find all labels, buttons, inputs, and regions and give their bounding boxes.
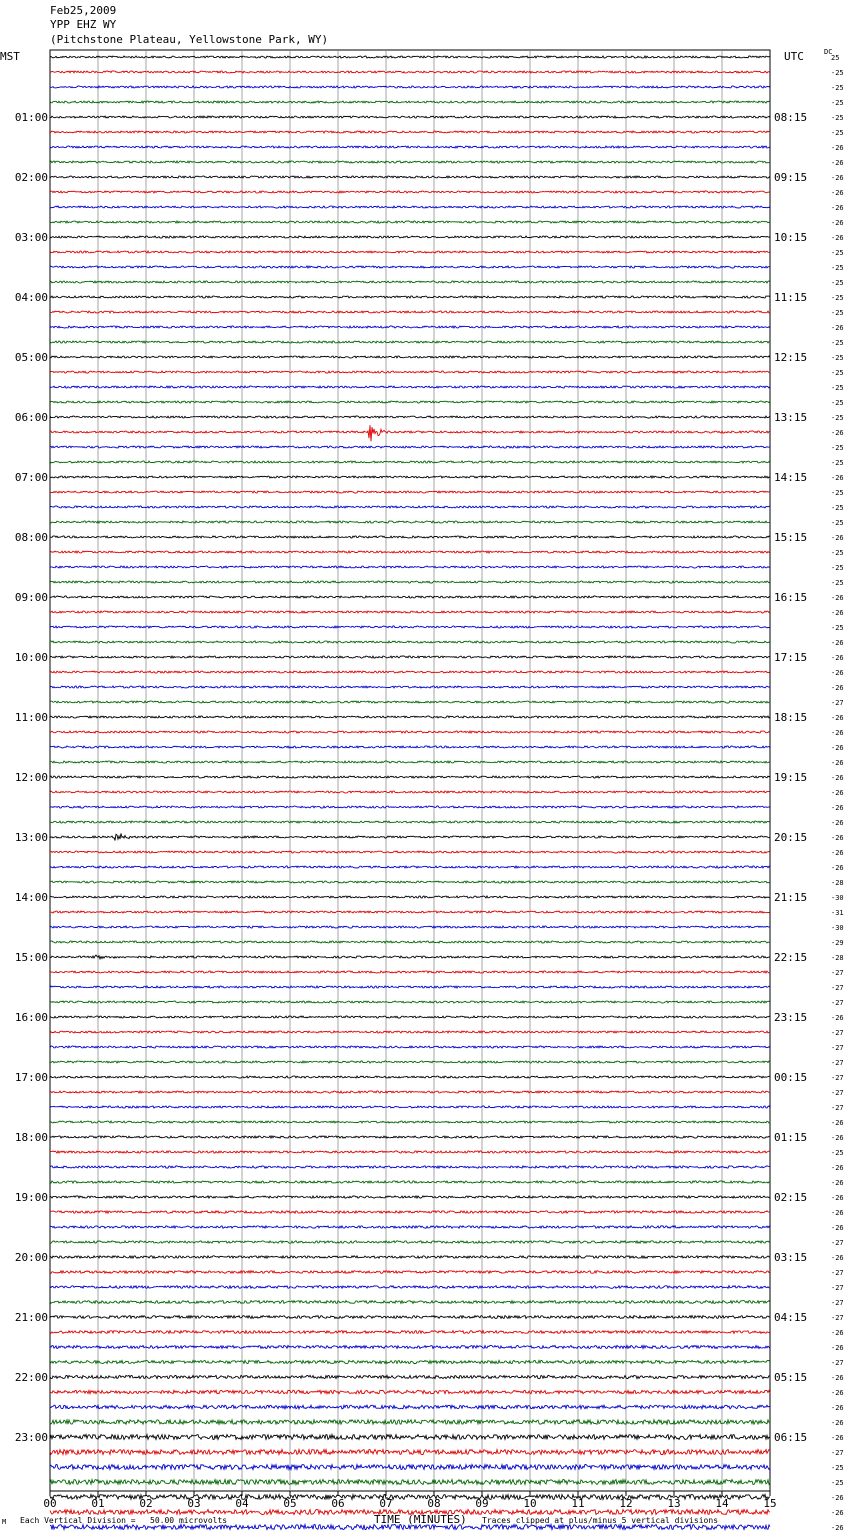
dc-offset-value: -25 bbox=[831, 1464, 844, 1472]
dc-offset-value: -26 bbox=[831, 774, 844, 782]
trace-row bbox=[50, 656, 770, 658]
left-hour-label: 13:00 bbox=[14, 831, 48, 844]
trace-row bbox=[50, 1196, 770, 1198]
x-tick-label: 05 bbox=[283, 1497, 297, 1510]
right-hour-label: 23:15 bbox=[774, 1011, 808, 1024]
dc-offset-value: -27 bbox=[831, 1449, 844, 1457]
right-hour-label: 05:15 bbox=[774, 1371, 808, 1384]
dc-offset-value: -27 bbox=[831, 984, 844, 992]
dc-offset-value: -25 bbox=[831, 399, 844, 407]
dc-offset-value: -26 bbox=[831, 1119, 844, 1127]
trace-row bbox=[50, 955, 770, 959]
trace-row bbox=[50, 806, 770, 808]
dc-offset-value: -26 bbox=[831, 429, 844, 437]
trace-row bbox=[50, 1495, 770, 1500]
right-timezone-label: UTC bbox=[784, 50, 804, 63]
right-hour-label: 13:15 bbox=[774, 411, 808, 424]
x-tick-label: 01 bbox=[91, 1497, 105, 1510]
trace-row bbox=[50, 941, 770, 943]
x-tick-label: 12 bbox=[619, 1497, 633, 1510]
left-hour-label: 20:00 bbox=[14, 1251, 48, 1264]
trace-row bbox=[50, 506, 770, 508]
trace-row bbox=[50, 1151, 770, 1153]
dc-offset-value: -26 bbox=[831, 1254, 844, 1262]
trace-row bbox=[50, 386, 770, 388]
right-hour-label: 06:15 bbox=[774, 1431, 808, 1444]
trace-row bbox=[50, 731, 770, 733]
dc-offset-value: -26 bbox=[831, 324, 844, 332]
trace-row bbox=[50, 521, 770, 523]
dc-offset-value: -27 bbox=[831, 1104, 844, 1112]
left-hour-label: 11:00 bbox=[14, 711, 48, 724]
dc-offset-value: -26 bbox=[831, 759, 844, 767]
trace-row bbox=[50, 926, 770, 928]
trace-row bbox=[50, 671, 770, 673]
trace-row bbox=[50, 551, 770, 553]
dc-offset-value: -26 bbox=[831, 714, 844, 722]
dc-offset-value: -26 bbox=[831, 204, 844, 212]
dc-offset-value: -26 bbox=[831, 729, 844, 737]
trace-row bbox=[50, 626, 770, 628]
x-tick-label: 08 bbox=[427, 1497, 441, 1510]
right-hour-label: 15:15 bbox=[774, 531, 808, 544]
dc-offset-value: -25 bbox=[831, 264, 844, 272]
dc-offset-value: -27 bbox=[831, 969, 844, 977]
dc-offset-value: -26 bbox=[831, 1164, 844, 1172]
dc-offset-value: -26 bbox=[831, 804, 844, 812]
trace-row bbox=[50, 206, 770, 208]
dc-offset-value: -27 bbox=[831, 1089, 844, 1097]
trace-row bbox=[50, 896, 770, 898]
left-hour-label: 18:00 bbox=[14, 1131, 48, 1144]
dc-offset-value: -26 bbox=[831, 864, 844, 872]
trace-row bbox=[50, 281, 770, 283]
dc-offset-value: -26 bbox=[831, 1344, 844, 1352]
dc-offset-value: -27 bbox=[831, 1044, 844, 1052]
left-hour-label: 03:00 bbox=[14, 231, 48, 244]
right-hour-label: 14:15 bbox=[774, 471, 808, 484]
trace-row bbox=[50, 1001, 770, 1003]
trace-row bbox=[50, 1390, 770, 1393]
right-hour-label: 12:15 bbox=[774, 351, 808, 364]
trace-row bbox=[50, 1316, 770, 1319]
dc-offset-value: -25 bbox=[831, 549, 844, 557]
trace-row bbox=[50, 986, 770, 988]
left-hour-label: 01:00 bbox=[14, 111, 48, 124]
dc-offset-value: -26 bbox=[831, 834, 844, 842]
left-hour-label: 23:00 bbox=[14, 1431, 48, 1444]
left-hour-label: 15:00 bbox=[14, 951, 48, 964]
dc-offset-value: -26 bbox=[831, 1209, 844, 1217]
dc-offset-value: -26 bbox=[831, 474, 844, 482]
trace-row bbox=[50, 425, 770, 441]
trace-row bbox=[50, 566, 770, 568]
dc-offset-value: -26 bbox=[831, 1509, 844, 1517]
dc-offset-value: -27 bbox=[831, 1269, 844, 1277]
dc-offset-value: -26 bbox=[831, 534, 844, 542]
dc-offset-value: -27 bbox=[831, 1299, 844, 1307]
dc-offset-value: -26 bbox=[831, 1374, 844, 1382]
trace-row bbox=[50, 776, 770, 778]
trace-row bbox=[50, 401, 770, 403]
trace-row bbox=[50, 161, 770, 163]
trace-row bbox=[50, 1286, 770, 1289]
trace-row bbox=[50, 833, 770, 840]
trace-row bbox=[50, 311, 770, 313]
dc-offset-value: -25 bbox=[831, 354, 844, 362]
dc-offset-header: DC bbox=[824, 48, 833, 56]
trace-row bbox=[50, 1016, 770, 1018]
trace-row bbox=[50, 146, 770, 148]
trace-row bbox=[50, 1480, 770, 1485]
left-hour-label: 19:00 bbox=[14, 1191, 48, 1204]
trace-row bbox=[50, 911, 770, 913]
x-tick-label: 00 bbox=[43, 1497, 57, 1510]
dc-offset-value: -26 bbox=[831, 669, 844, 677]
dc-offset-value: -25 bbox=[831, 1479, 844, 1487]
trace-row bbox=[50, 371, 770, 373]
right-hour-label: 22:15 bbox=[774, 951, 808, 964]
x-tick-label: 06 bbox=[331, 1497, 345, 1510]
trace-row bbox=[50, 1301, 770, 1304]
trace-row bbox=[50, 221, 770, 223]
x-tick-label: 03 bbox=[187, 1497, 201, 1510]
trace-row bbox=[50, 1061, 770, 1063]
dc-offset-value: -25 bbox=[831, 84, 844, 92]
left-hour-label: 02:00 bbox=[14, 171, 48, 184]
trace-row bbox=[50, 1241, 770, 1243]
trace-row bbox=[50, 821, 770, 823]
dc-offset-value: -26 bbox=[831, 1014, 844, 1022]
dc-offset-value: -25 bbox=[831, 564, 844, 572]
trace-row bbox=[50, 1031, 770, 1033]
dc-offset-value: -25 bbox=[831, 294, 844, 302]
trace-row bbox=[50, 701, 770, 703]
dc-offset-value: -25 bbox=[831, 414, 844, 422]
trace-row bbox=[50, 131, 770, 133]
dc-offset-value: -30 bbox=[831, 894, 844, 902]
left-hour-label: 16:00 bbox=[14, 1011, 48, 1024]
trace-row bbox=[50, 1331, 770, 1334]
trace-row bbox=[50, 971, 770, 973]
dc-offset-value: -27 bbox=[831, 1029, 844, 1037]
dc-offset-value: -26 bbox=[831, 1524, 844, 1532]
trace-row bbox=[50, 686, 770, 688]
trace-row bbox=[50, 1046, 770, 1048]
trace-row bbox=[50, 596, 770, 598]
corner-mark: M bbox=[2, 1518, 7, 1526]
left-hour-label: 05:00 bbox=[14, 351, 48, 364]
x-tick-label: 02 bbox=[139, 1497, 153, 1510]
right-hour-label: 16:15 bbox=[774, 591, 808, 604]
dc-offset-value: -27 bbox=[831, 1239, 844, 1247]
dc-offset-value: -25 bbox=[831, 369, 844, 377]
dc-offset-value: -26 bbox=[831, 219, 844, 227]
dc-offset-value: -25 bbox=[831, 624, 844, 632]
dc-offset-value: -27 bbox=[831, 699, 844, 707]
dc-offset-value: -26 bbox=[831, 639, 844, 647]
x-tick-label: 10 bbox=[523, 1497, 537, 1510]
dc-offset-value: -25 bbox=[831, 279, 844, 287]
dc-offset-value: -27 bbox=[831, 1074, 844, 1082]
x-tick-label: 14 bbox=[715, 1497, 729, 1510]
dc-offset-value: -26 bbox=[831, 1494, 844, 1502]
trace-row bbox=[50, 236, 770, 238]
clipping-note: Traces clipped at plus/minus 5 vertical divisions bbox=[482, 1516, 719, 1525]
dc-offset-value: -25 bbox=[831, 489, 844, 497]
left-hour-label: 06:00 bbox=[14, 411, 48, 424]
trace-row bbox=[50, 1420, 770, 1424]
right-hour-label: 02:15 bbox=[774, 1191, 808, 1204]
trace-row bbox=[50, 56, 770, 58]
dc-offset-value: -26 bbox=[831, 189, 844, 197]
dc-offset-value: -31 bbox=[831, 909, 844, 917]
trace-row bbox=[50, 416, 770, 418]
trace-row bbox=[50, 71, 770, 73]
dc-offset-value: -27 bbox=[831, 1284, 844, 1292]
trace-row bbox=[50, 266, 770, 268]
dc-offset-value: -26 bbox=[831, 174, 844, 182]
dc-offset-value: -25 bbox=[831, 309, 844, 317]
plot-date: Feb25,2009 bbox=[50, 4, 117, 17]
trace-row bbox=[50, 581, 770, 583]
trace-row bbox=[50, 746, 770, 748]
trace-row bbox=[50, 341, 770, 343]
trace-row bbox=[50, 1360, 770, 1363]
trace-row bbox=[50, 356, 770, 358]
left-hour-label: 22:00 bbox=[14, 1371, 48, 1384]
dc-offset-value: -25 bbox=[831, 129, 844, 137]
dc-offset-value: -30 bbox=[831, 924, 844, 932]
trace-row bbox=[50, 191, 770, 193]
dc-offset-value: -26 bbox=[831, 144, 844, 152]
left-hour-label: 17:00 bbox=[14, 1071, 48, 1084]
dc-offset-value: -26 bbox=[831, 1134, 844, 1142]
vertical-scale-note: Each Vertical Division = 50.00 microvolts bbox=[20, 1516, 228, 1525]
dc-offset-value: -26 bbox=[831, 1194, 844, 1202]
right-hour-label: 03:15 bbox=[774, 1251, 808, 1264]
right-hour-label: 00:15 bbox=[774, 1071, 808, 1084]
trace-row bbox=[50, 491, 770, 493]
trace-row bbox=[50, 1465, 770, 1470]
trace-row bbox=[50, 86, 770, 88]
dc-offset-value: -25 bbox=[831, 579, 844, 587]
right-hour-label: 19:15 bbox=[774, 771, 808, 784]
dc-offset-value: -25 bbox=[831, 444, 844, 452]
x-tick-label: 04 bbox=[235, 1497, 249, 1510]
dc-offset-value: -26 bbox=[831, 1179, 844, 1187]
right-hour-label: 10:15 bbox=[774, 231, 808, 244]
dc-offset-value: -26 bbox=[831, 744, 844, 752]
left-hour-label: 09:00 bbox=[14, 591, 48, 604]
trace-row bbox=[50, 1166, 770, 1168]
dc-offset-value: -25 bbox=[831, 69, 844, 77]
trace-row bbox=[50, 446, 770, 448]
right-hour-label: 21:15 bbox=[774, 891, 808, 904]
dc-offset-value: -25 bbox=[831, 99, 844, 107]
trace-row bbox=[50, 326, 770, 328]
trace-row bbox=[50, 1106, 770, 1108]
dc-offset-value: -26 bbox=[831, 849, 844, 857]
trace-row bbox=[50, 461, 770, 463]
x-tick-label: 09 bbox=[475, 1497, 489, 1510]
dc-offset-value: -27 bbox=[831, 1359, 844, 1367]
trace-row bbox=[50, 296, 770, 298]
plot-frame bbox=[50, 50, 770, 1491]
trace-row bbox=[50, 1211, 770, 1213]
trace-row bbox=[50, 1226, 770, 1228]
dc-offset-value: -25 bbox=[831, 249, 844, 257]
dc-offset-value: -26 bbox=[831, 234, 844, 242]
dc-offset-value: -26 bbox=[831, 1224, 844, 1232]
dc-offset-value: -28 bbox=[831, 879, 844, 887]
right-hour-label: 18:15 bbox=[774, 711, 808, 724]
trace-row bbox=[50, 1076, 770, 1078]
left-hour-label: 08:00 bbox=[14, 531, 48, 544]
x-axis-title: TIME (MINUTES) bbox=[374, 1513, 467, 1526]
dc-offset-value: -26 bbox=[831, 819, 844, 827]
dc-offset-value: -25 bbox=[831, 519, 844, 527]
left-hour-label: 14:00 bbox=[14, 891, 48, 904]
right-hour-label: 20:15 bbox=[774, 831, 808, 844]
trace-row bbox=[50, 851, 770, 853]
right-hour-label: 11:15 bbox=[774, 291, 808, 304]
station-location: (Pitchstone Plateau, Yellowstone Park, WY) bbox=[50, 33, 329, 46]
dc-offset-value: -25 bbox=[831, 384, 844, 392]
trace-row bbox=[50, 1271, 770, 1274]
right-hour-label: 17:15 bbox=[774, 651, 808, 664]
dc-offset-value: -29 bbox=[831, 939, 844, 947]
trace-row bbox=[50, 1121, 770, 1123]
x-tick-label: 11 bbox=[571, 1497, 585, 1510]
trace-row bbox=[50, 716, 770, 718]
trace-row bbox=[50, 1405, 770, 1409]
dc-offset-value: -25 bbox=[831, 459, 844, 467]
dc-offset-value: -25 bbox=[831, 1149, 844, 1157]
dc-offset-value: -26 bbox=[831, 1434, 844, 1442]
trace-row bbox=[50, 1375, 770, 1378]
left-hour-label: 04:00 bbox=[14, 291, 48, 304]
station-code: YPP EHZ WY bbox=[50, 18, 117, 31]
x-tick-label: 15 bbox=[763, 1497, 777, 1510]
dc-offset-value: 25 bbox=[831, 54, 840, 62]
left-hour-label: 07:00 bbox=[14, 471, 48, 484]
right-hour-label: 08:15 bbox=[774, 111, 808, 124]
right-hour-label: 01:15 bbox=[774, 1131, 808, 1144]
dc-offset-value: -26 bbox=[831, 594, 844, 602]
trace-row bbox=[50, 1435, 770, 1440]
trace-row bbox=[50, 176, 770, 178]
dc-offset-value: -27 bbox=[831, 999, 844, 1007]
dc-offset-value: -27 bbox=[831, 1314, 844, 1322]
dc-offset-value: -26 bbox=[831, 654, 844, 662]
trace-row bbox=[50, 536, 770, 538]
trace-row bbox=[50, 101, 770, 103]
dc-offset-value: -26 bbox=[831, 1389, 844, 1397]
dc-offset-value: -26 bbox=[831, 789, 844, 797]
trace-row bbox=[50, 1256, 770, 1258]
trace-row bbox=[50, 1136, 770, 1138]
left-hour-label: 10:00 bbox=[14, 651, 48, 664]
dc-offset-value: -27 bbox=[831, 1059, 844, 1067]
trace-row bbox=[50, 641, 770, 643]
dc-offset-value: -26 bbox=[831, 684, 844, 692]
trace-row bbox=[50, 1091, 770, 1093]
left-timezone-label: MST bbox=[0, 50, 20, 63]
trace-row bbox=[50, 476, 770, 478]
dc-offset-value: -25 bbox=[831, 339, 844, 347]
dc-offset-value: -28 bbox=[831, 954, 844, 962]
dc-offset-value: -25 bbox=[831, 504, 844, 512]
trace-row bbox=[50, 866, 770, 868]
dc-offset-value: -26 bbox=[831, 1404, 844, 1412]
trace-row bbox=[50, 116, 770, 118]
dc-offset-value: -25 bbox=[831, 114, 844, 122]
dc-offset-value: -26 bbox=[831, 1329, 844, 1337]
trace-row bbox=[50, 881, 770, 883]
trace-row bbox=[50, 1181, 770, 1183]
trace-row bbox=[50, 1346, 770, 1349]
dc-offset-value: -26 bbox=[831, 609, 844, 617]
right-hour-label: 04:15 bbox=[774, 1311, 808, 1324]
x-tick-label: 13 bbox=[667, 1497, 681, 1510]
dc-offset-value: -26 bbox=[831, 159, 844, 167]
left-hour-label: 21:00 bbox=[14, 1311, 48, 1324]
dc-offset-value: -26 bbox=[831, 1419, 844, 1427]
trace-row bbox=[50, 251, 770, 253]
x-tick-label: 07 bbox=[379, 1497, 393, 1510]
trace-row bbox=[50, 791, 770, 793]
left-hour-label: 12:00 bbox=[14, 771, 48, 784]
trace-row bbox=[50, 1450, 770, 1455]
right-hour-label: 09:15 bbox=[774, 171, 808, 184]
trace-row bbox=[50, 611, 770, 613]
trace-row bbox=[50, 761, 770, 763]
